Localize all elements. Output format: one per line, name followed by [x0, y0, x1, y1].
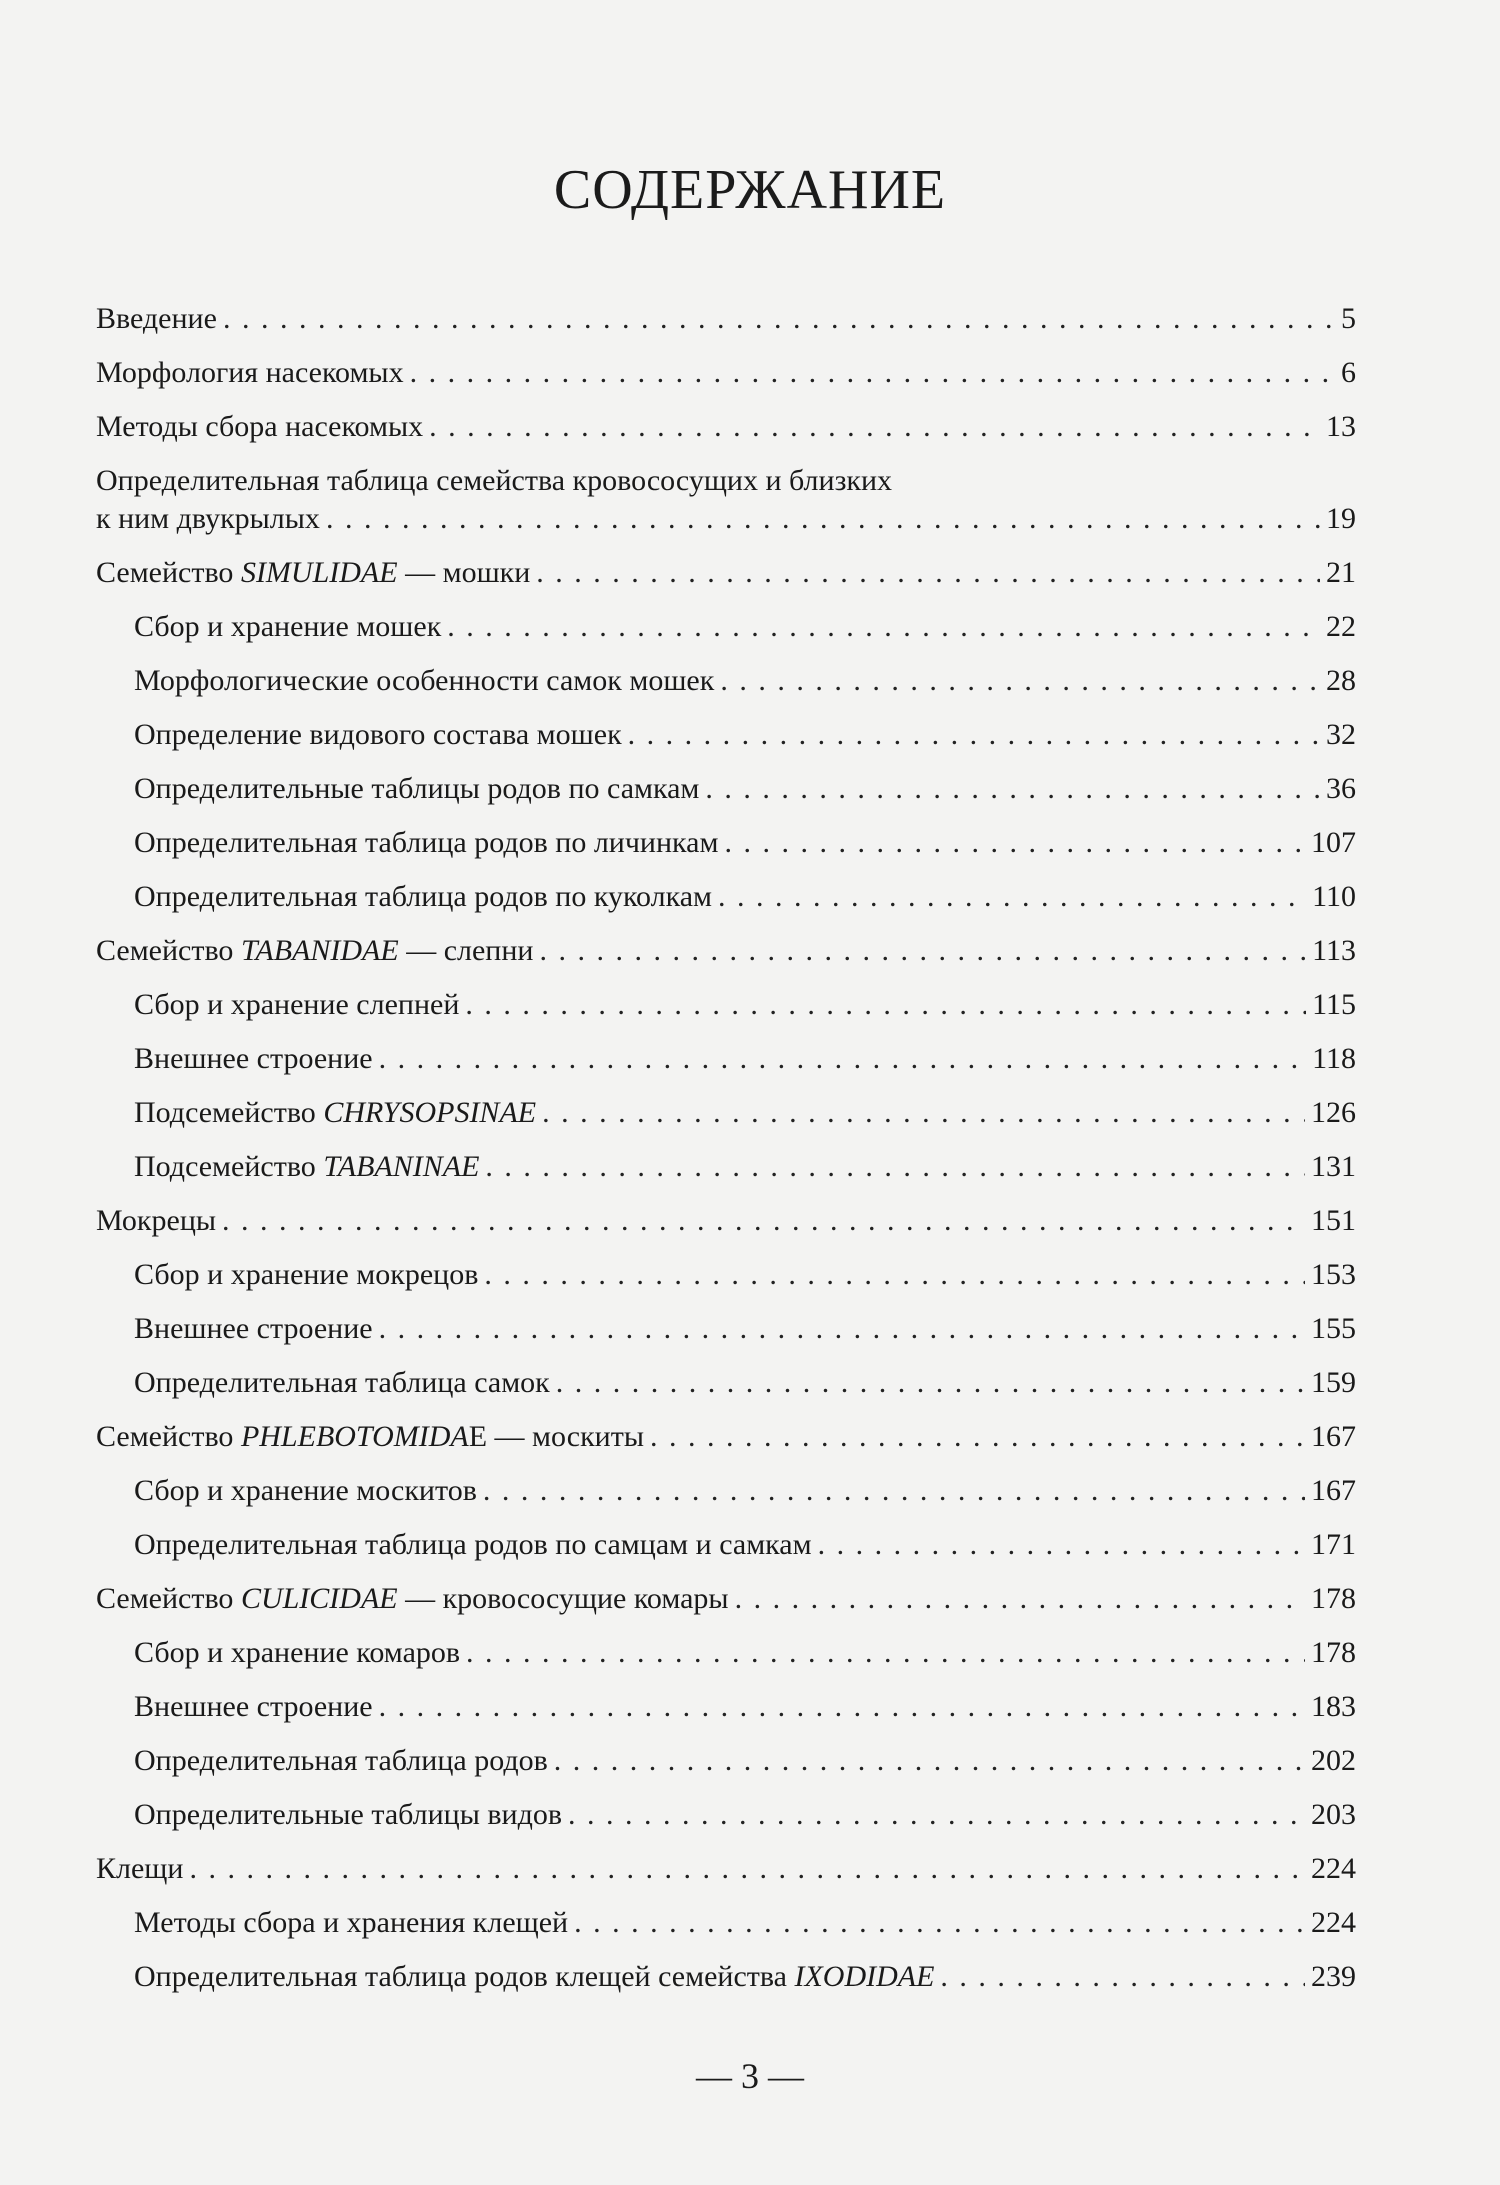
- leader-dots: [483, 1472, 1305, 1510]
- toc-entry-line2: [96, 500, 1356, 538]
- toc-entry-page: 171: [1311, 1528, 1356, 1561]
- leader-dots: [735, 1580, 1305, 1618]
- toc-entry-label: Определительная таблица самок: [134, 1366, 550, 1399]
- label-prefix: Подсемейство: [134, 1096, 324, 1129]
- toc-subentry: [96, 1256, 1356, 1294]
- toc-entry-page: 159: [1311, 1366, 1356, 1399]
- leader-dots: [379, 1310, 1305, 1348]
- toc-entry-page: 153: [1311, 1258, 1356, 1291]
- toc-subentry: [96, 1904, 1356, 1942]
- toc-entry-label: [134, 1958, 934, 1996]
- leader-dots: [379, 1040, 1307, 1078]
- label-suffix: — кровососущие комары: [397, 1582, 729, 1615]
- toc-entry-label: Определительные таблицы видов: [134, 1798, 563, 1831]
- leader-dots: [222, 1202, 1305, 1240]
- leader-dots: [447, 608, 1320, 646]
- toc-entry: [96, 1418, 1356, 1456]
- label-prefix: Семейство: [96, 934, 241, 967]
- toc-entry-label: Внешнее строение: [134, 1042, 373, 1075]
- toc-entry-page: 107: [1311, 826, 1356, 859]
- leader-dots: [484, 1256, 1305, 1294]
- toc-entry-page: 32: [1326, 718, 1356, 751]
- toc-subentry: [96, 662, 1356, 700]
- toc-entry-page: 19: [1326, 502, 1356, 535]
- toc-entry-page: 21: [1326, 556, 1356, 589]
- toc-entry-label: [96, 554, 530, 592]
- toc-entry-page: 131: [1311, 1150, 1356, 1183]
- toc-entry-page: 167: [1311, 1474, 1356, 1507]
- toc-entry-label: Мокрецы: [96, 1204, 217, 1237]
- latin-name: CULICIDAE: [240, 1582, 398, 1615]
- toc-entry-page: 115: [1312, 988, 1356, 1021]
- leader-dots: [705, 770, 1320, 808]
- toc-entry-page: 178: [1311, 1582, 1356, 1615]
- toc-entry-label: Внешнее строение: [134, 1312, 373, 1345]
- toc-subentry: [96, 1040, 1356, 1078]
- toc-entry-page: 167: [1311, 1420, 1356, 1453]
- leader-dots: [724, 824, 1305, 862]
- leader-dots: [940, 1958, 1305, 1996]
- table-of-contents: [96, 300, 1356, 2012]
- toc-entry: [96, 300, 1356, 338]
- toc-subentry: [96, 878, 1356, 916]
- toc-subentry: [96, 1526, 1356, 1564]
- leader-dots: [466, 1634, 1305, 1672]
- toc-entry-label: Определительная таблица родов по личинкам: [134, 826, 719, 859]
- page-title: СОДЕРЖАНИЕ: [553, 159, 947, 221]
- toc-subentry: [96, 1958, 1356, 1996]
- toc-entry: [96, 554, 1356, 592]
- toc-entry: [96, 354, 1356, 392]
- leader-dots: [542, 1094, 1305, 1132]
- leader-dots: [628, 716, 1320, 754]
- toc-subentry: [96, 1310, 1356, 1348]
- leader-dots: [556, 1364, 1305, 1402]
- toc-entry-label: Сбор и хранение слепней: [134, 988, 460, 1021]
- leader-dots: [818, 1526, 1305, 1564]
- toc-subentry: [96, 1742, 1356, 1780]
- toc-entry: [96, 932, 1356, 970]
- leader-dots: [568, 1796, 1305, 1834]
- toc-entry: [96, 408, 1356, 446]
- toc-entry-label: Определительная таблица родов по куколкам: [134, 880, 713, 913]
- label-prefix: Определительная таблица родов клещей семейства: [134, 1960, 795, 1993]
- toc-entry-label: [96, 1418, 644, 1456]
- toc-entry-page: 239: [1311, 1960, 1356, 1993]
- toc-entry-page: 110: [1312, 880, 1356, 913]
- toc-subentry: [96, 716, 1356, 754]
- page-number-footer: — 3 —: [696, 2056, 804, 2096]
- toc-entry-page: 126: [1311, 1096, 1356, 1129]
- toc-entry-page: 6: [1341, 356, 1356, 389]
- leader-dots: [574, 1904, 1305, 1942]
- leader-dots: [379, 1688, 1305, 1726]
- toc-entry-page: 202: [1311, 1744, 1356, 1777]
- label-prefix: Семейство: [96, 556, 241, 589]
- leader-dots: [429, 408, 1320, 446]
- toc-subentry: [96, 608, 1356, 646]
- toc-entry-page: 113: [1312, 934, 1356, 967]
- toc-entry-page: 22: [1326, 610, 1356, 643]
- leader-dots: [718, 878, 1306, 916]
- toc-entry-label: [96, 1580, 729, 1618]
- toc-entry-page: 183: [1311, 1690, 1356, 1723]
- toc-subentry: [96, 1148, 1356, 1186]
- latin-name: SIMULIDAE: [240, 556, 398, 589]
- toc-entry-label: Методы сбора насекомых: [96, 410, 424, 443]
- leader-dots: [189, 1850, 1305, 1888]
- toc-subentry: [96, 1688, 1356, 1726]
- toc-entry-label: Сбор и хранение мокрецов: [134, 1258, 479, 1291]
- leader-dots: [223, 300, 1335, 338]
- latin-name: PHLEBOTOMIDA: [240, 1420, 469, 1453]
- toc-entry-page: 13: [1326, 410, 1356, 443]
- toc-entry-label: Морфологические особенности самок мошек: [134, 664, 715, 697]
- leader-dots: [539, 932, 1306, 970]
- toc-entry-label: Методы сбора и хранения клещей: [134, 1906, 569, 1939]
- toc-entry: [96, 1850, 1356, 1888]
- toc-subentry: [96, 1094, 1356, 1132]
- toc-subentry: [96, 770, 1356, 808]
- toc-entry-label: Клещи: [96, 1852, 184, 1885]
- toc-subentry: [96, 824, 1356, 862]
- leader-dots: [536, 554, 1320, 592]
- toc-subentry: [96, 1796, 1356, 1834]
- toc-entry-page: 178: [1311, 1636, 1356, 1669]
- toc-entry: [96, 1202, 1356, 1240]
- latin-name: TABANIDAE: [240, 934, 399, 967]
- label-prefix: Семейство: [96, 1582, 241, 1615]
- toc-entry-label: Сбор и хранение москитов: [134, 1474, 477, 1507]
- toc-entry-label: Введение: [96, 302, 217, 335]
- toc-entry-label-line2: к ним двукрылых: [96, 502, 320, 535]
- label-suffix: — слепни: [398, 934, 534, 967]
- toc-entry-label-line1: Определительная таблица семейства кровососущих и близких: [96, 464, 893, 497]
- toc-subentry: [96, 1634, 1356, 1672]
- latin-name: TABANINAE: [323, 1150, 480, 1183]
- label-prefix: Семейство: [96, 1420, 241, 1453]
- toc-entry-label: Морфология насекомых: [96, 356, 404, 389]
- toc-entry-page: 28: [1326, 664, 1356, 697]
- toc-entry-label: Определительная таблица родов по самцам и самкам: [134, 1528, 812, 1561]
- toc-entry-label: Сбор и хранение мошек: [134, 610, 442, 643]
- toc-entry-page: 224: [1311, 1906, 1356, 1939]
- toc-entry-label: [96, 932, 533, 970]
- toc-entry-page: 36: [1326, 772, 1356, 805]
- label-suffix: — мошки: [397, 556, 531, 589]
- leader-dots: [650, 1418, 1305, 1456]
- toc-entry-page: 224: [1311, 1852, 1356, 1885]
- toc-entry-label: Определительные таблицы родов по самкам: [134, 772, 700, 805]
- toc-entry-label: [134, 1094, 536, 1132]
- toc-entry-page: 203: [1311, 1798, 1356, 1831]
- leader-dots: [485, 1148, 1305, 1186]
- toc-entry-label: Сбор и хранение комаров: [134, 1636, 461, 1669]
- toc-subentry: [96, 1364, 1356, 1402]
- leader-dots: [326, 500, 1320, 538]
- toc-entry-page: 155: [1311, 1312, 1356, 1345]
- label-suffix: E — москиты: [468, 1420, 644, 1453]
- toc-entry: [96, 1580, 1356, 1618]
- leader-dots: [410, 354, 1335, 392]
- leader-dots: [465, 986, 1306, 1024]
- leader-dots: [720, 662, 1320, 700]
- latin-name: IXODIDAE: [794, 1960, 935, 1993]
- toc-entry-page: 5: [1341, 302, 1356, 335]
- toc-entry-label: Определительная таблица родов: [134, 1744, 548, 1777]
- toc-subentry: [96, 986, 1356, 1024]
- toc-entry-page: 151: [1311, 1204, 1356, 1237]
- label-prefix: Подсемейство: [134, 1150, 324, 1183]
- toc-entry: [96, 462, 1356, 538]
- toc-entry-label: Внешнее строение: [134, 1690, 373, 1723]
- leader-dots: [554, 1742, 1305, 1780]
- toc-entry-label: Определение видового состава мошек: [134, 718, 622, 751]
- toc-subentry: [96, 1472, 1356, 1510]
- toc-entry-label: [134, 1148, 479, 1186]
- latin-name: CHRYSOPSINAE: [323, 1096, 537, 1129]
- toc-entry-page: 118: [1312, 1042, 1356, 1075]
